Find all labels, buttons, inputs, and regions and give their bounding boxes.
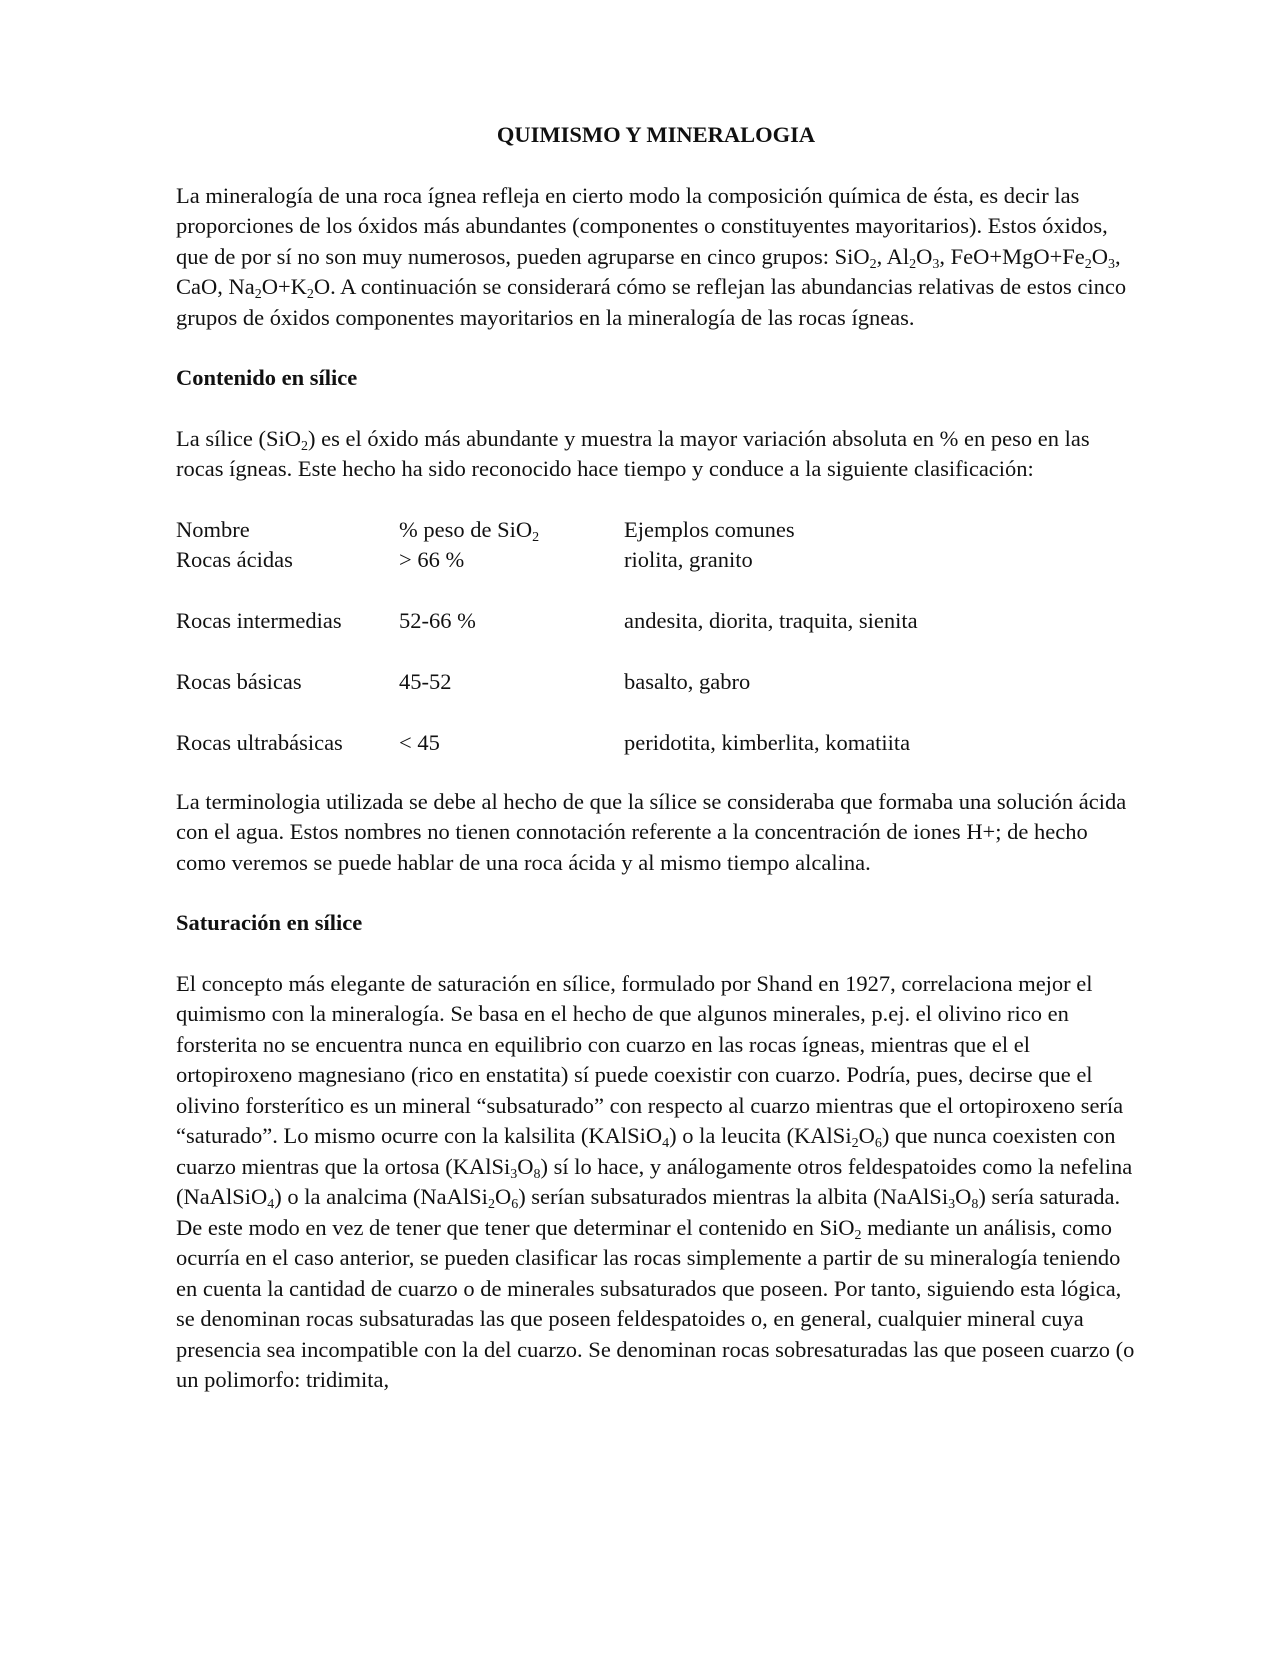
table-cell-examples: basalto, gabro xyxy=(624,669,751,694)
document-page xyxy=(176,112,1136,1396)
table-cell-name: Rocas ácidas xyxy=(176,547,293,572)
table-cell-pct: < 45 xyxy=(399,730,440,755)
table-cell-name: Rocas básicas xyxy=(176,669,302,694)
saturation-paragraph: El concepto más elegante de saturación en sílice, formulado por Shand en 1927, correlaciona mejor el quimismo con la mineralogía. Se basa en el hecho de que algunos minerales, p.ej. el olivino rico en forsterita no se encuentra nunca en equilibrio con cuarzo en las rocas ígneas, mientras que el el ortopiroxeno magnesiano (rico en enstatita) sí puede coexistir con cuarzo. Podría, pues, decirse que el olivino forsterítico es un mineral “subsaturado” con respecto al cuarzo mientras que el ortopiroxeno sería “saturado”. Lo mismo ocurre con la kalsilita (KAlSiO$_4$) o la leucita $(KAlSi_2O_6)$ que nunca coexisten con cuarzo mientras que la ortosa $(KAlSi_3O_8)$ sí lo hace, y análogamente otros feldespatoides como la nefelina (NaAlSiO$_4$) o la analcima $(NaAlSi_2O_6)$ serían subsaturados mientras la albita $(NaAlSi_3O_8)$ sería saturada. xyxy=(176,970,1133,1212)
table-cell-pct: 52-66 % xyxy=(399,608,476,633)
mineralogy-paragraph: De este modo en vez de tener que tener que determinar el contenido en SiO$_2$ mediante un análisis, como ocurría en el caso anterior, se pueden clasificar las rocas simplemente a partir de su mineralogía teniendo en cuenta la cantidad de cuarzo o de minerales subsaturados que poseen. Por tanto, siguiendo esta lógica, se denominan rocas subsaturadas las que poseen feldespatoides o, en general, cualquier mineral cuya presencia sea incompatible con la del cuarzo. Se denominan rocas sobresaturadas las que poseen cuarzo (o un polimorfo: tridimita, xyxy=(176,1214,1135,1392)
table-header-name: Nombre xyxy=(176,516,250,542)
section-heading-contenido: Contenido en sílice xyxy=(176,365,358,390)
table-cell-pct: 45-52 xyxy=(399,669,452,694)
section-heading-saturacion: Saturación en sílice xyxy=(176,910,363,935)
table-cell-examples: riolita, granito xyxy=(624,547,753,572)
table-header-pct: % peso de SiO$_2$ xyxy=(399,516,540,545)
silica-paragraph: La sílice (SiO$_2$) es el óxido más abundante y muestra la mayor variación absoluta en % en peso en las rocas ígneas. Este hecho ha sido reconocido hace tiempo y conduce a la siguiente clasificación: xyxy=(176,425,1090,481)
terminology-paragraph: La terminologia utilizada se debe al hecho de que la sílice se consideraba que formaba una solución ácida con el agua. Estos nombres no tienen connotación referente a la concentración de iones H+; de hecho como veremos se puede hablar de una roca ácida y al mismo tiempo alcalina. xyxy=(176,788,1127,875)
table-cell-name: Rocas intermedias xyxy=(176,608,342,633)
table-cell-examples: andesita, diorita, traquita, sienita xyxy=(624,608,918,633)
table-cell-examples: peridotita, kimberlita, komatiita xyxy=(624,730,911,755)
intro-paragraph: La mineralogía de una roca ígnea refleja en cierto modo la composición química de ésta, es decir las proporciones de los óxidos más abundantes (componentes o constituyentes mayoritarios). Estos óxidos, que de por sí no son muy numerosos, pueden agruparse en cinco grupos: SiO$_2$, $Al_2O_3$, $FeO+MgO+Fe_2O_3$, CaO, $Na_2O+K_2O$. A continuación se considerará cómo se reflejan las abundancias relativas de estos cinco grupos de óxidos componentes mayoritarios en la mineralogía de las rocas ígneas. xyxy=(176,182,1127,330)
classification-table xyxy=(176,515,1136,759)
table-cell-pct: > 66 % xyxy=(399,547,465,572)
page-title: QUIMISMO Y MINERALOGIA xyxy=(496,122,816,147)
table-header-examples: Ejemplos comunes xyxy=(624,516,795,542)
table-cell-name: Rocas ultrabásicas xyxy=(176,730,343,755)
